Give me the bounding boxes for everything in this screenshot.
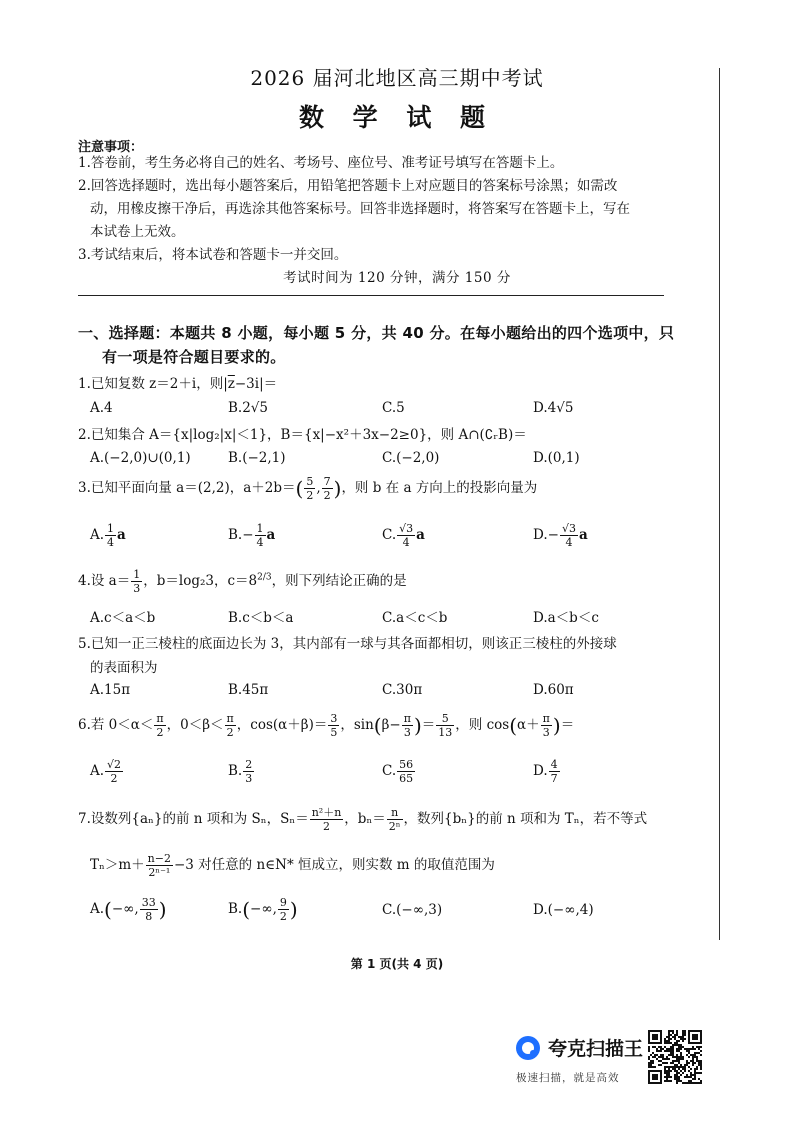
option-c: C.5 — [382, 400, 405, 416]
quark-logo-icon — [514, 1034, 542, 1062]
option-c: C.a＜c＜b — [382, 610, 448, 626]
option-b: B. $\frac{2}{3}$ — [228, 758, 253, 785]
section-heading: 一、选择题：本题共 8 小题，每小题 5 分，共 40 分。在每小题给出的四个选项中，只 — [78, 324, 675, 342]
option-d: D.60π — [533, 682, 574, 698]
question-5: 5.已知一正三棱柱的底面边长为 3，其内部有一球与其各面都相切，则该正三棱柱的外接球 — [78, 636, 617, 652]
option-c: C.(−2,0) — [382, 450, 440, 466]
question-6: 6.若 0＜α＜ $\frac{\pi}{2}$ ，0＜β＜ $\frac{\pi}{2}$ ，cos(α＋β)＝ $\frac{3}{5}$ ，sin(β− $\frac{\pi}{3}$ )＝ $\frac{5}{13}$ ，则 cos(α＋ $\frac{\pi}{3}$ )＝ — [78, 712, 575, 739]
notice-item: 2.回答选择题时，选出每小题答案后，用铅笔把答题卡上对应题目的答案标号涂黑；如需改 — [78, 178, 618, 194]
question-4: 4.设 a＝ $\frac{1}{3}$ ，b＝log₂3，$c=8^{2/3}$，则下列结论正确的是 — [78, 568, 407, 595]
question-7: 7.设数列{aₙ}的前 n 项和为 Sₙ，Sₙ＝ $\frac{\text{n²＋n}}{2}$ ，bₙ＝ $\frac{n}{\text{2ⁿ}}$ ，数列{bₙ}的前 n 项和为 Tₙ，若不等式 — [78, 806, 648, 833]
option-b: B.c＜b＜a — [228, 610, 294, 626]
notice-item: 本试卷上无效。 — [90, 224, 185, 240]
brand-slogan: 极速扫描，就是高效 — [516, 1072, 620, 1084]
option-b: B.2√5 — [228, 400, 268, 416]
option-d: D. $\frac{4}{7}$ — [533, 758, 558, 785]
option-b: B.(−∞, $\frac{9}{2}$ ) — [228, 896, 298, 923]
exam-title: 2026 届河北地区高三期中考试 — [250, 66, 544, 90]
option-a: A.c＜a＜b — [90, 610, 156, 626]
option-a: A. $\frac{1}{4}$ a — [90, 522, 126, 549]
qr-code-icon — [648, 1030, 702, 1084]
divider-line — [78, 295, 664, 296]
notice-item: 1.答卷前，考生务必将自己的姓名、考场号、座位号、准考证号填写在答题卡上。 — [78, 155, 564, 171]
option-a: A.4 — [90, 400, 113, 416]
option-c: C. $\frac{√3}{4}$ a — [382, 522, 425, 549]
option-c: C. $\frac{56}{65}$ — [382, 758, 414, 785]
notice-heading: 注意事项： — [78, 140, 144, 155]
option-d: D.− $\frac{√3}{4}$ a — [533, 522, 588, 549]
subject-title: 数 学 试 题 — [298, 103, 496, 132]
brand-name: 夸克扫描王 — [548, 1038, 644, 1060]
question-1: 1.已知复数 z＝2＋i，则$|\overline{z}-3i|=$ — [78, 376, 278, 392]
option-a: A.(−2,0)∪(0,1) — [90, 450, 191, 466]
option-a: A.15π — [90, 682, 131, 698]
notice-item: 3.考试结束后，将本试卷和答题卡一并交回。 — [78, 247, 348, 263]
option-d: D.(0,1) — [533, 450, 580, 466]
option-a: A. $\frac{√2}{2}$ — [90, 758, 122, 785]
page-number: 第 1 页(共 4 页) — [350, 957, 444, 971]
option-b: B.− $\frac{1}{4}$ a — [228, 522, 276, 549]
section-heading-cont: 有一项是符合题目要求的。 — [102, 348, 286, 366]
option-d: D.4√5 — [533, 400, 574, 416]
option-a: A.(−∞, $\frac{33}{8}$ ) — [90, 896, 167, 923]
question-5-cont: 的表面积为 — [90, 660, 158, 676]
option-d: D.a＜b＜c — [533, 610, 599, 626]
question-3: 3.已知平面向量 a＝(2,2)，a＋2b＝( $\frac{5}{2}$ , $\frac{7}{2}$ )，则 b 在 a 方向上的投影向量为 — [78, 475, 538, 502]
option-b: B.(−2,1) — [228, 450, 286, 466]
question-2: 2.已知集合 A＝{x|log₂|x|＜1}，B＝{x|−x²＋3x−2≥0}，则 A∩(∁ᵣB)＝ — [78, 427, 527, 443]
option-b: B.45π — [228, 682, 269, 698]
question-7-cont: Tₙ＞m＋ $\frac{n-2}{\text{2ⁿ⁻¹}}$ −3 对任意的 n∈N* 恒成立，则实数 m 的取值范围为 — [90, 852, 495, 879]
scanner-watermark — [512, 1030, 702, 1090]
notice-item: 动，用橡皮擦干净后，再选涂其他答案标号。回答非选择题时，将答案写在答题卡上，写在 — [90, 201, 630, 217]
option-c: C.(−∞,3) — [382, 902, 443, 918]
exam-time: 考试时间为 120 分钟，满分 150 分 — [283, 270, 511, 286]
option-d: D.(−∞,4) — [533, 902, 594, 918]
option-c: C.30π — [382, 682, 423, 698]
binding-line — [719, 68, 720, 940]
